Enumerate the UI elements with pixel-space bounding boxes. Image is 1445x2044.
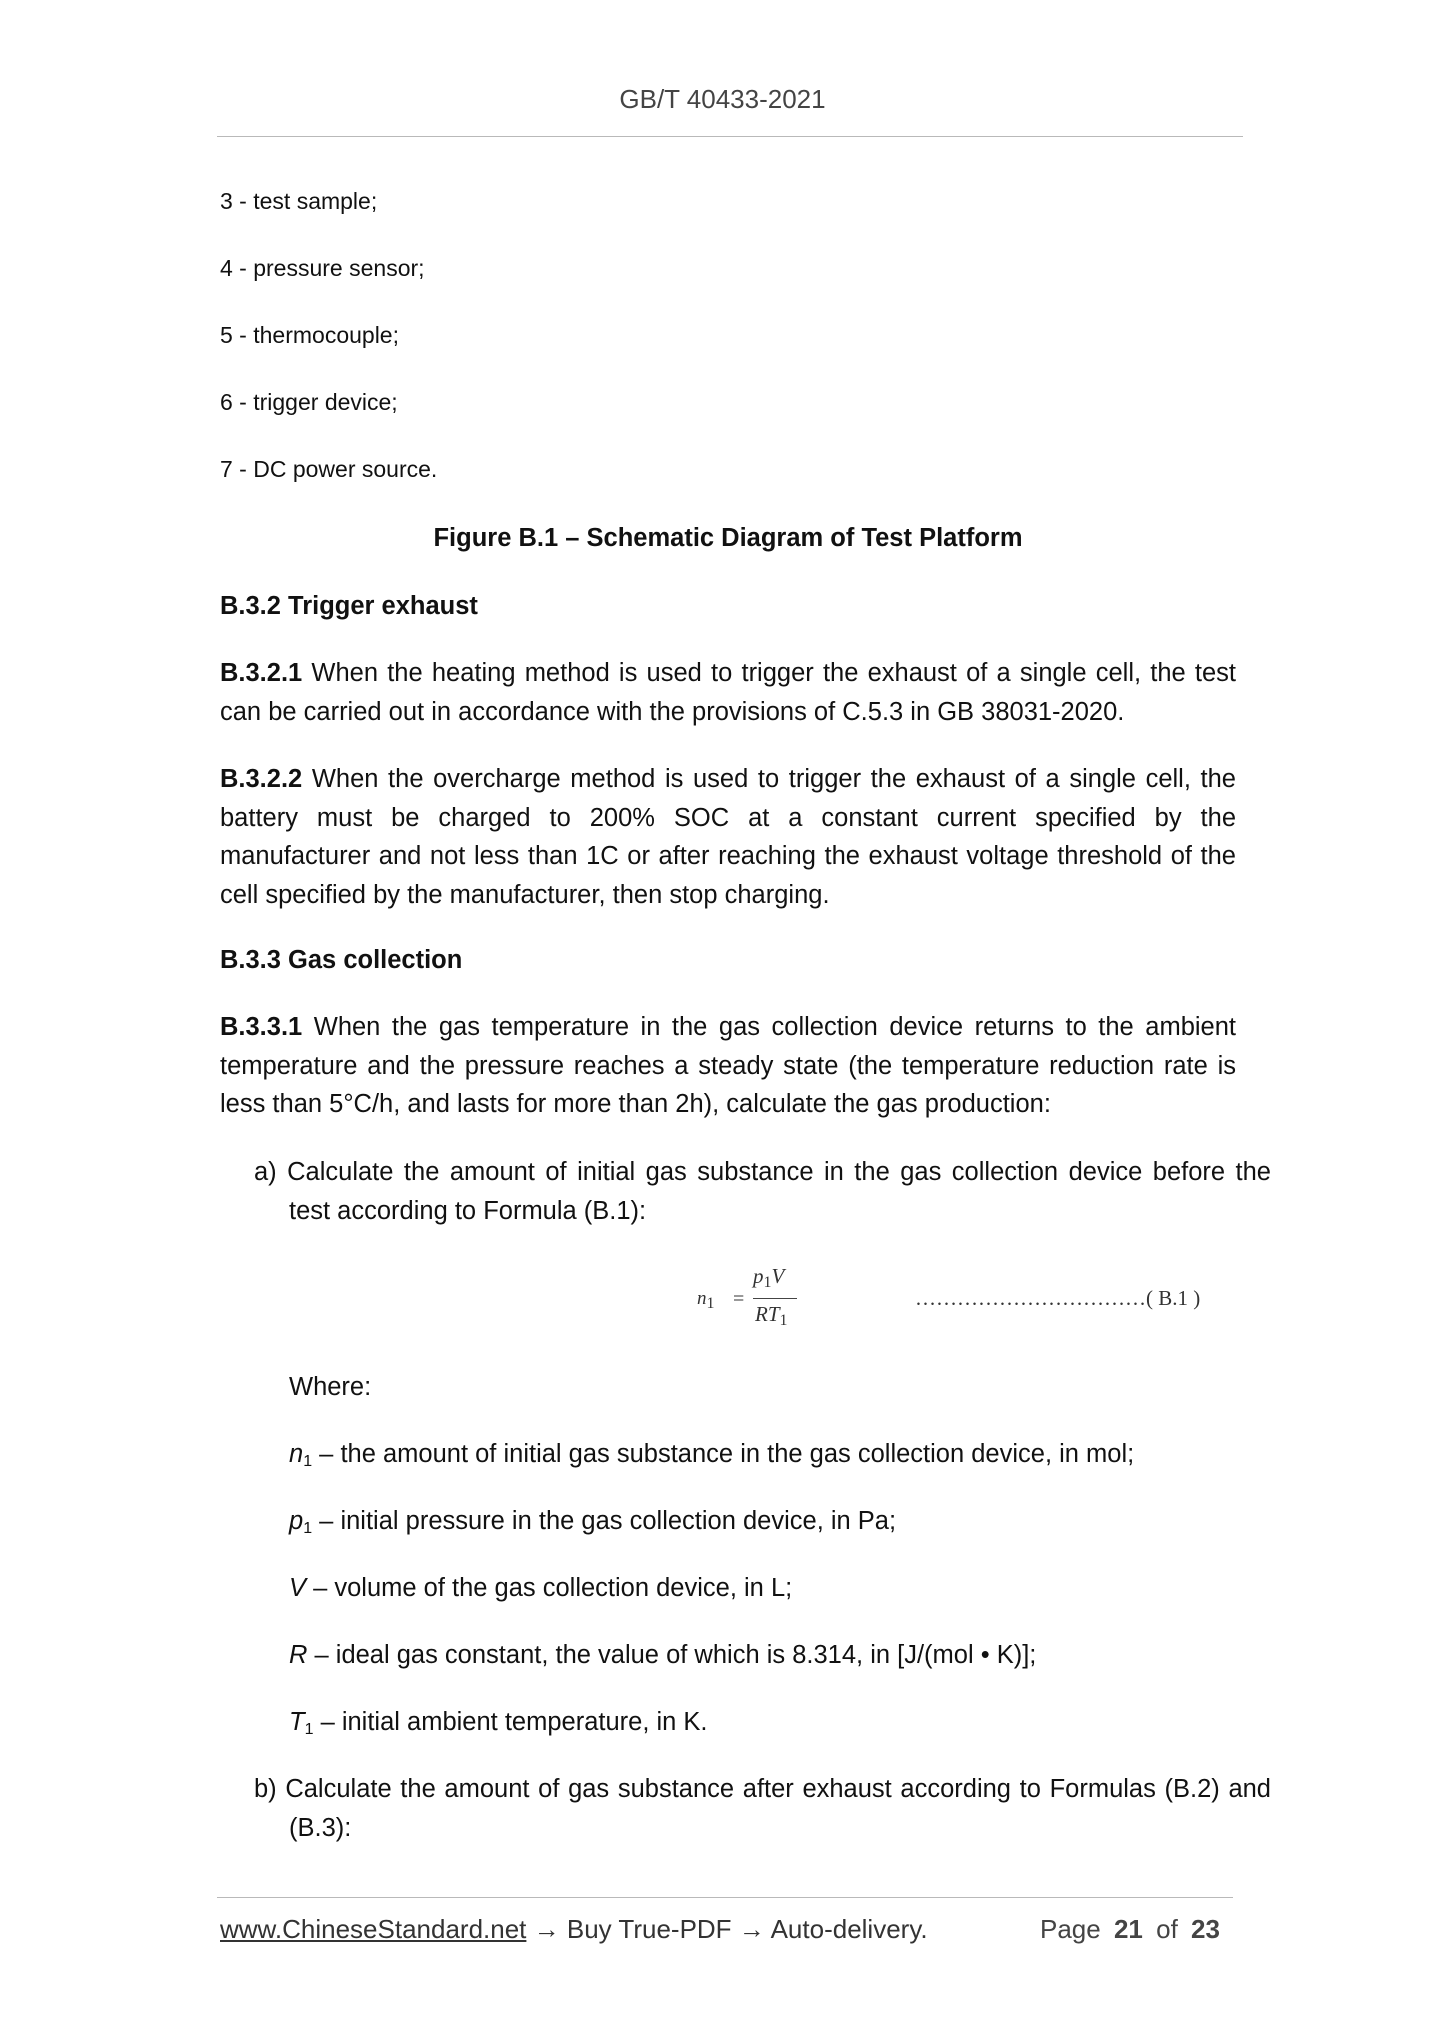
legend-item: 3 - test sample; xyxy=(220,188,378,214)
page-word: Page xyxy=(1040,1914,1101,1944)
total-pages: 23 xyxy=(1191,1914,1220,1944)
variable-subscript: 1 xyxy=(303,1520,313,1537)
variable-description: – volume of the gas collection device, in L; xyxy=(306,1574,793,1602)
variable-description: – the amount of initial gas substance in the gas collection device, in mol; xyxy=(312,1440,1135,1468)
page-number xyxy=(1040,1914,1220,1945)
formula-denominator: RT xyxy=(755,1302,780,1326)
variable-description: – initial ambient temperature, in K. xyxy=(313,1708,708,1736)
variable-subscript: 1 xyxy=(303,1453,313,1470)
list-item-b: b) Calculate the amount of gas substance after exhaust according to Formulas (B.2) and (B.3): xyxy=(254,1775,1271,1842)
clause-text: When the heating method is used to trigger the exhaust of a single cell, the test can be carried out in accordance with the provisions of C.5.3 in GB 38031-2020. xyxy=(220,659,1236,726)
delivery-text: Auto-delivery. xyxy=(770,1914,928,1944)
clause-number: B.3.3.1 xyxy=(220,1013,303,1041)
of-word: of xyxy=(1156,1914,1178,1944)
footer-divider xyxy=(217,1897,1233,1898)
variable-n1 xyxy=(289,1435,1134,1474)
variable-symbol: T xyxy=(289,1708,305,1736)
where-label: Where: xyxy=(289,1373,372,1401)
formula-b1: $n_1$ = $p_1V$ $RT_1$ xyxy=(695,1262,805,1332)
variable-r xyxy=(289,1636,1036,1675)
variable-symbol: V xyxy=(289,1574,307,1602)
paragraph-b331 xyxy=(220,1008,1236,1124)
website-link[interactable]: www.ChineseStandard.net xyxy=(220,1914,527,1944)
variable-symbol: p xyxy=(289,1507,304,1535)
legend-item: 6 - trigger device; xyxy=(220,389,398,415)
variable-t1 xyxy=(289,1703,708,1742)
formula-numerator-v: V xyxy=(771,1264,785,1288)
document-header: GB/T 40433-2021 xyxy=(619,84,826,114)
section-heading-b33: B.3.3 Gas collection xyxy=(220,946,463,974)
variable-p1 xyxy=(289,1502,896,1541)
arrow-icon: → xyxy=(731,1914,771,1944)
formula-denominator-sub: 1 xyxy=(779,1312,788,1329)
variable-symbol: n xyxy=(289,1440,304,1468)
formula-numerator-sub: 1 xyxy=(763,1274,772,1291)
formula-numerator-p: p xyxy=(753,1264,764,1288)
clause-number: B.3.2.1 xyxy=(220,659,303,687)
arrow-icon: → xyxy=(526,1914,567,1944)
clause-number: B.3.2.2 xyxy=(220,765,303,793)
paragraph-b321 xyxy=(220,654,1236,731)
buy-pdf-text: Buy True-PDF xyxy=(566,1914,732,1944)
header-divider xyxy=(217,136,1243,137)
current-page: 21 xyxy=(1113,1914,1143,1944)
legend-item: 5 - thermocouple; xyxy=(220,322,399,348)
footer-promo xyxy=(220,1914,928,1945)
paragraph-b322 xyxy=(220,760,1236,914)
clause-text: When the overcharge method is used to trigger the exhaust of a single cell, the battery must be charged to 200% SOC at a constant current specified by the manufacturer and not less than 1C or after reaching the exhaust voltage threshold of the cell specified by the manufacturer, then stop charging. xyxy=(220,765,1236,909)
formula-label-b1: ……………………………( B.1 ) xyxy=(915,1286,1201,1310)
section-heading-b32: B.3.2 Trigger exhaust xyxy=(220,592,478,620)
list-item-a: a) Calculate the amount of initial gas substance in the gas collection device before the test according to Formula (B.1): xyxy=(254,1158,1271,1225)
formula-lhs: n xyxy=(697,1288,707,1309)
legend-item: 7 - DC power source. xyxy=(220,456,438,482)
variable-v xyxy=(289,1569,792,1608)
variable-subscript: 1 xyxy=(304,1721,314,1738)
fraction-bar xyxy=(753,1298,797,1299)
variable-description: – initial pressure in the gas collection device, in Pa; xyxy=(312,1507,897,1535)
clause-text: When the gas temperature in the gas collection device returns to the ambient temperature and the pressure reaches a steady state (the temperature reduction rate is less than 5°C/h, and lasts for more than 2h), calculate the gas production: xyxy=(220,1013,1236,1118)
formula-lhs-sub: 1 xyxy=(706,1295,715,1312)
figure-caption: Figure B.1 – Schematic Diagram of Test Platform xyxy=(433,524,1023,552)
variable-symbol: R xyxy=(289,1641,308,1669)
legend-item: 4 - pressure sensor; xyxy=(220,255,425,281)
variable-description: – ideal gas constant, the value of which is 8.314, in [J/(mol • K)]; xyxy=(307,1641,1037,1669)
